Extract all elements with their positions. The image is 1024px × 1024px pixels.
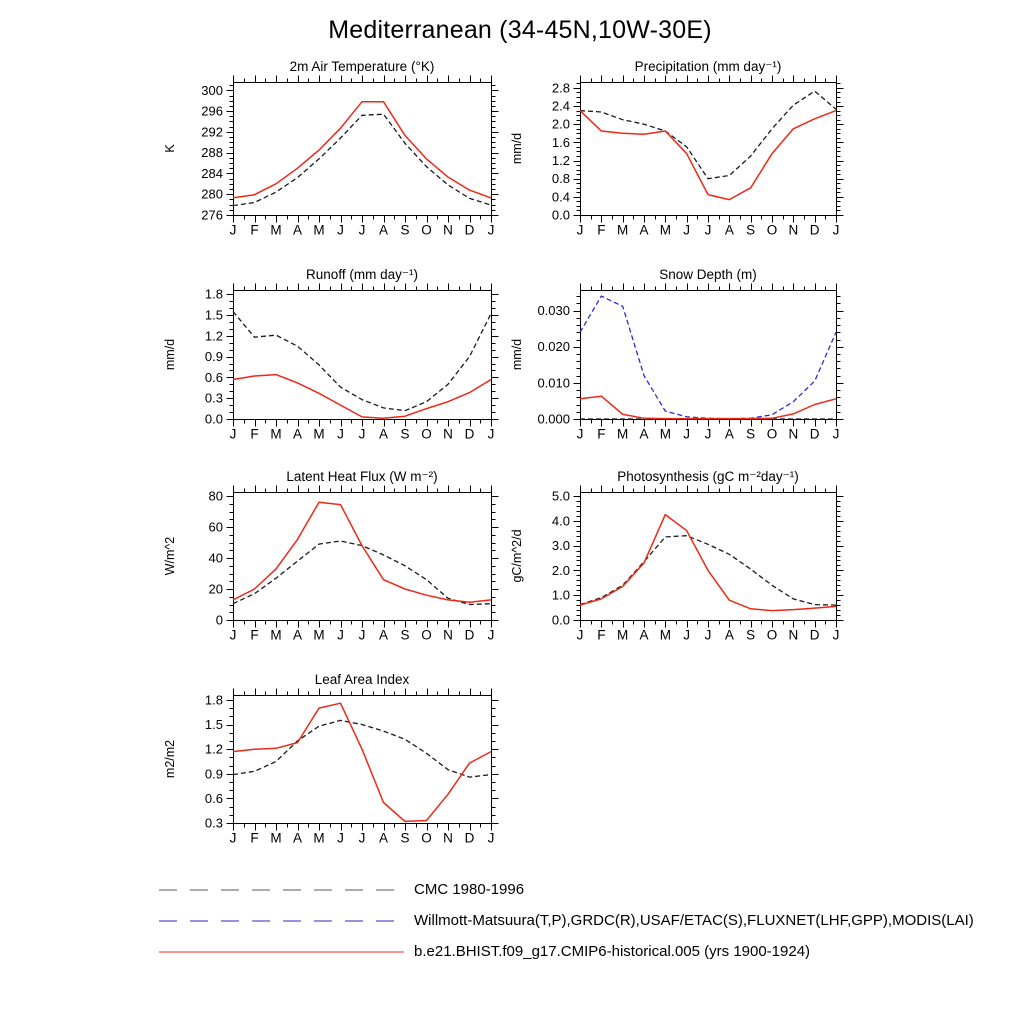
y-tick-label: 1.2 (204, 328, 223, 344)
x-tick-label: N (443, 627, 453, 643)
panel-precipitation (500, 52, 852, 257)
y-tick-label: 2.0 (551, 116, 570, 132)
y-tick-label: 296 (201, 103, 223, 119)
series-line-dashed (233, 312, 491, 411)
x-tick-label: O (421, 222, 432, 238)
chart-title: Latent Heat Flux (W m⁻²) (286, 469, 438, 484)
panel-snow-depth (500, 260, 852, 461)
x-tick-label: O (766, 426, 778, 442)
x-tick-label: J (683, 426, 691, 442)
y-tick-label: 0.000 (537, 411, 570, 427)
y-tick-label: 300 (201, 82, 223, 98)
x-tick-label: J (576, 426, 584, 442)
x-tick-label: A (292, 426, 303, 442)
x-tick-label: D (809, 222, 820, 238)
y-tick-label: 1.5 (204, 307, 223, 323)
x-tick-label: M (617, 426, 629, 442)
x-tick-label: J (487, 426, 495, 442)
axes-labels (163, 267, 494, 442)
x-tick-label: S (746, 222, 756, 238)
x-tick-label: J (358, 426, 366, 442)
x-tick-label: M (313, 830, 325, 846)
chart-svg-precipitation (500, 52, 852, 257)
legend-row-cmc (158, 874, 974, 905)
y-tick-label: 0.6 (204, 369, 223, 385)
x-tick-label: J (832, 426, 840, 442)
y-tick-label: 1.5 (204, 717, 223, 733)
y-tick-label: 0.010 (537, 375, 570, 391)
x-tick-label: J (704, 627, 712, 643)
x-tick-label: O (766, 222, 778, 238)
series-line-solid (580, 396, 836, 418)
y-tick-label: 5.0 (551, 488, 570, 504)
chart-svg-leaf-area-index (153, 665, 507, 865)
y-axis-title: m2/m2 (163, 739, 177, 779)
x-tick-label: N (788, 426, 799, 442)
y-tick-label: 80 (208, 488, 223, 504)
x-tick-label: J (704, 426, 712, 442)
axes-labels (163, 59, 494, 238)
x-tick-label: A (378, 830, 389, 846)
x-tick-label: D (464, 830, 475, 846)
series-line-solid (580, 515, 836, 611)
x-tick-label: M (270, 830, 282, 846)
y-tick-label: 0.3 (204, 815, 223, 831)
x-tick-label: O (421, 627, 432, 643)
x-tick-label: A (724, 222, 734, 238)
y-tick-label: 0.9 (204, 766, 223, 782)
y-tick-label: 0.020 (537, 339, 570, 355)
x-tick-label: S (400, 426, 410, 442)
y-tick-label: 0.3 (204, 390, 223, 406)
y-tick-label: 20 (208, 581, 223, 597)
series-line-solid (233, 502, 491, 602)
legend-dashed-line-black (158, 885, 405, 895)
y-tick-label: 0.0 (551, 612, 570, 628)
panel-latent-heat-flux (153, 462, 507, 662)
x-tick-label: F (250, 426, 259, 442)
y-tick-label: 3.0 (551, 538, 570, 554)
axes-frame (574, 486, 844, 628)
x-tick-label: J (487, 222, 495, 238)
y-tick-label: 2.4 (551, 98, 570, 114)
legend-label-model: b.e21.BHIST.f09_g17.CMIP6-historical.005 (yrs 1900-1924) (414, 943, 811, 960)
x-tick-label: M (617, 222, 629, 238)
x-tick-label: O (421, 830, 432, 846)
y-tick-label: 2.8 (551, 80, 570, 96)
x-tick-label: J (229, 830, 237, 846)
series-line-dashed (580, 296, 836, 419)
x-tick-label: F (250, 627, 259, 643)
y-tick-label: 0 (215, 612, 223, 628)
x-tick-label: D (809, 426, 820, 442)
axes-labels (163, 672, 494, 846)
y-tick-label: 0.0 (551, 207, 570, 223)
panel-runoff (153, 260, 507, 461)
x-tick-label: M (659, 627, 671, 643)
x-tick-label: J (576, 627, 584, 643)
axes-frame (227, 284, 499, 427)
series-line-dashed (233, 114, 491, 205)
chart-title: Photosynthesis (gC m⁻²day⁻¹) (617, 469, 799, 484)
legend-dashed-line-blue (158, 916, 405, 926)
x-tick-label: S (400, 830, 410, 846)
x-tick-label: N (443, 426, 453, 442)
chart-title: 2m Air Temperature (°K) (289, 59, 435, 74)
y-tick-label: 0.4 (551, 189, 570, 205)
x-tick-label: J (683, 627, 691, 643)
x-tick-label: F (597, 426, 606, 442)
x-tick-label: A (639, 222, 649, 238)
x-tick-label: J (229, 426, 237, 442)
y-tick-label: 4.0 (551, 513, 570, 529)
chart-title: Snow Depth (m) (659, 267, 757, 282)
x-tick-label: M (617, 627, 629, 643)
x-tick-label: M (270, 627, 282, 643)
panel-leaf-area-index (153, 665, 507, 865)
x-tick-label: J (358, 830, 366, 846)
y-axis-title: mm/d (510, 338, 524, 371)
x-tick-label: S (746, 627, 756, 643)
y-tick-label: 1.8 (204, 286, 223, 302)
legend-row-model (158, 936, 974, 967)
x-tick-label: J (487, 627, 495, 643)
x-tick-label: N (788, 222, 799, 238)
y-tick-label: 0.030 (537, 303, 570, 319)
x-tick-label: D (809, 627, 820, 643)
chart-svg-snow-depth (500, 260, 852, 461)
x-tick-label: A (378, 426, 389, 442)
x-tick-label: M (270, 426, 282, 442)
y-tick-label: 276 (201, 207, 223, 223)
x-tick-label: J (832, 222, 840, 238)
series-line-solid (233, 703, 491, 821)
axes-frame (227, 76, 499, 223)
y-axis-title: mm/d (510, 132, 524, 165)
x-tick-label: A (292, 830, 303, 846)
y-tick-label: 1.0 (551, 587, 570, 603)
y-tick-label: 60 (208, 519, 223, 535)
series-line-solid (580, 111, 836, 200)
panel-photosynthesis (500, 462, 852, 662)
x-tick-label: O (766, 627, 778, 643)
y-axis-title: mm/d (163, 338, 177, 371)
legend-solid-line-red (158, 947, 405, 957)
x-tick-label: A (724, 426, 734, 442)
x-tick-label: A (378, 627, 389, 643)
x-tick-label: O (421, 426, 432, 442)
axes-labels (510, 469, 839, 643)
x-tick-label: M (313, 627, 325, 643)
x-tick-label: J (487, 830, 495, 846)
x-tick-label: M (659, 426, 671, 442)
y-tick-label: 284 (201, 165, 223, 181)
y-tick-label: 0.6 (204, 790, 223, 806)
figure-title: Mediterranean (34-45N,10W-30E) (328, 16, 712, 44)
x-tick-label: J (337, 222, 344, 238)
y-tick-label: 0.8 (551, 171, 570, 187)
chart-svg-photosynthesis (500, 462, 852, 662)
y-tick-label: 288 (201, 145, 223, 161)
x-tick-label: M (313, 426, 325, 442)
x-tick-label: J (337, 627, 344, 643)
x-tick-label: J (337, 426, 344, 442)
x-tick-label: M (313, 222, 325, 238)
series-line-dashed (580, 91, 836, 179)
axes-frame (227, 486, 499, 628)
y-tick-label: 292 (201, 124, 223, 140)
x-tick-label: J (576, 222, 584, 238)
x-tick-label: S (400, 627, 410, 643)
x-tick-label: A (724, 627, 734, 643)
x-tick-label: D (464, 222, 475, 238)
x-tick-label: N (443, 222, 453, 238)
chart-svg-air-temperature (153, 52, 507, 257)
y-axis-title: W/m^2 (163, 536, 177, 576)
x-tick-label: N (443, 830, 453, 846)
axes-labels (163, 469, 494, 643)
x-tick-label: F (597, 627, 606, 643)
axes-frame (227, 689, 499, 831)
x-tick-label: J (832, 627, 840, 643)
x-tick-label: A (292, 222, 303, 238)
x-tick-label: S (746, 426, 756, 442)
y-tick-label: 1.2 (551, 153, 570, 169)
y-tick-label: 1.8 (204, 692, 223, 708)
y-tick-label: 1.6 (551, 134, 570, 150)
x-tick-label: J (358, 627, 366, 643)
x-tick-label: J (683, 222, 691, 238)
y-tick-label: 0.0 (204, 411, 223, 427)
y-axis-title: gC/m^2/d (510, 529, 524, 583)
y-tick-label: 280 (201, 186, 223, 202)
x-tick-label: A (639, 426, 649, 442)
x-tick-label: F (597, 222, 606, 238)
x-tick-label: D (464, 426, 475, 442)
x-tick-label: M (270, 222, 282, 238)
axes-frame (574, 284, 844, 427)
chart-title: Runoff (mm day⁻¹) (306, 267, 418, 282)
x-tick-label: D (464, 627, 475, 643)
chart-svg-runoff (153, 260, 507, 461)
x-tick-label: F (250, 222, 259, 238)
legend-label-observations: Willmott-Matsuura(T,P),GRDC(R),USAF/ETAC(S),FLUXNET(LHF,GPP),MODIS(LAI) (414, 912, 974, 929)
x-tick-label: J (229, 222, 237, 238)
x-tick-label: A (378, 222, 389, 238)
chart-title: Leaf Area Index (314, 672, 410, 687)
x-tick-label: F (250, 830, 259, 846)
series-line-solid (233, 375, 491, 419)
x-tick-label: J (229, 627, 237, 643)
y-tick-label: 1.2 (204, 741, 223, 757)
panel-air-temperature (153, 52, 507, 257)
x-tick-label: J (337, 830, 344, 846)
y-tick-label: 0.9 (204, 349, 223, 365)
x-tick-label: M (659, 222, 671, 238)
chart-title: Precipitation (mm day⁻¹) (634, 59, 782, 74)
legend-row-observations (158, 905, 974, 936)
x-tick-label: J (704, 222, 712, 238)
x-tick-label: N (788, 627, 799, 643)
x-tick-label: S (400, 222, 410, 238)
x-tick-label: A (639, 627, 649, 643)
legend-label-cmc: CMC 1980-1996 (414, 881, 525, 898)
y-axis-title: K (163, 144, 177, 153)
legend (158, 874, 974, 967)
x-tick-label: J (358, 222, 366, 238)
y-tick-label: 40 (208, 550, 223, 566)
axes-frame (574, 76, 844, 223)
x-tick-label: A (292, 627, 303, 643)
y-tick-label: 2.0 (551, 562, 570, 578)
chart-svg-latent-heat-flux (153, 462, 507, 662)
axes-labels (510, 59, 839, 238)
